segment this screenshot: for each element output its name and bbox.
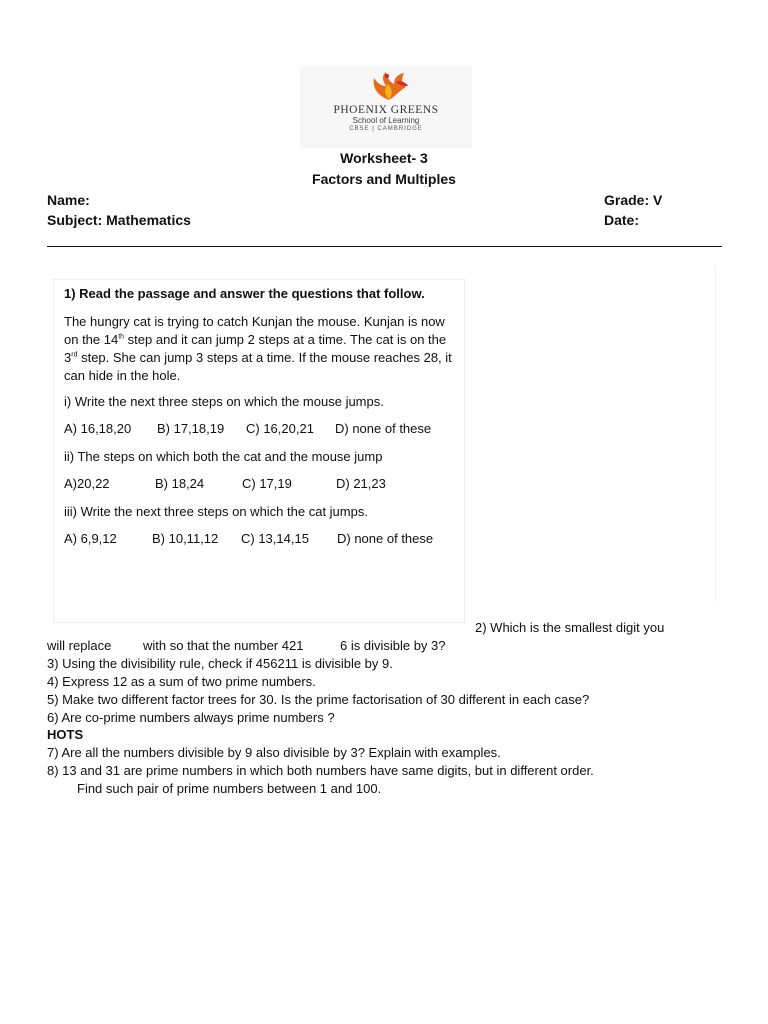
superscript: th [118,333,125,341]
passage-heading: 1) Read the passage and answer the questions that follow. [64,286,425,301]
option-d: D) none of these [337,531,434,546]
passage-text-part: The hungry cat is trying to catch Kunjan the mouse. Kunjan is now on the 14 [64,314,445,347]
option-c: C) 13,14,15 [241,531,309,546]
option-b: B) 10,11,12 [152,531,219,546]
passage-text-part: step. She can jump 3 steps at a time. If the mouse reaches 28, it can hide in the hole. [64,350,452,383]
answer-space-box [465,265,716,601]
logo-boards: CBSE | CAMBRIDGE [349,126,423,132]
question-2-line2a: will replace [47,638,112,653]
option-c: C) 17,19 [242,476,292,491]
question-1-iii: iii) Write the next three steps on which the cat jumps. [64,504,368,519]
question-7: 7) Are all the numbers divisible by 9 also divisible by 3? Explain with examples. [47,745,501,760]
hots-heading: HOTS [47,727,84,742]
passage-text [64,313,456,385]
question-1-iii-options [64,531,464,549]
school-logo [300,66,472,148]
passage-text-part: step and it can jump 2 steps at a time. The cat is on the 3 [64,332,447,365]
name-label: Name: [47,192,90,208]
option-a: A) 6,9,12 [64,531,117,546]
question-1-ii: ii) The steps on which both the cat and the mouse jump [64,449,383,464]
question-5: 5) Make two different factor trees for 30. Is the prime factorisation of 30 different in each case? [47,692,590,707]
question-2-line2b: with so that the number 421 [143,638,304,653]
option-c: C) 16,20,21 [246,421,314,436]
logo-tagline: School of Learning [352,116,420,125]
date-label: Date: [604,212,640,228]
option-d: D) 21,23 [336,476,386,491]
worksheet-number: Worksheet- 3 [340,150,428,166]
question-2-line2c: 6 is divisible by 3? [340,638,446,653]
question-4: 4) Express 12 as a sum of two prime numbers. [47,674,316,689]
question-2-line1: 2) Which is the smallest digit you [475,620,665,635]
question-8: 8) 13 and 31 are prime numbers in which both numbers have same digits, but in different order. [47,763,594,778]
grade-label: Grade: V [604,192,663,208]
option-a: A)20,22 [64,476,110,491]
question-1-i: i) Write the next three steps on which the mouse jumps. [64,394,384,409]
phoenix-icon [364,70,414,104]
passage-box [53,279,465,623]
header-divider [47,246,722,247]
option-b: B) 17,18,19 [157,421,225,436]
question-1-ii-options [64,476,464,494]
worksheet-topic: Factors and Multiples [312,171,456,187]
question-1-i-options [64,421,464,439]
subject-label: Subject: Mathematics [47,212,191,228]
question-3: 3) Using the divisibility rule, check if 456211 is divisible by 9. [47,656,393,671]
question-8-continuation: Find such pair of prime numbers between 1 and 100. [77,781,382,796]
option-d: D) none of these [335,421,432,436]
option-b: B) 18,24 [155,476,205,491]
logo-school-name: PHOENIX GREENS [333,104,439,116]
question-6: 6) Are co-prime numbers always prime numbers ? [47,710,335,725]
option-a: A) 16,18,20 [64,421,132,436]
superscript: rd [71,351,78,359]
